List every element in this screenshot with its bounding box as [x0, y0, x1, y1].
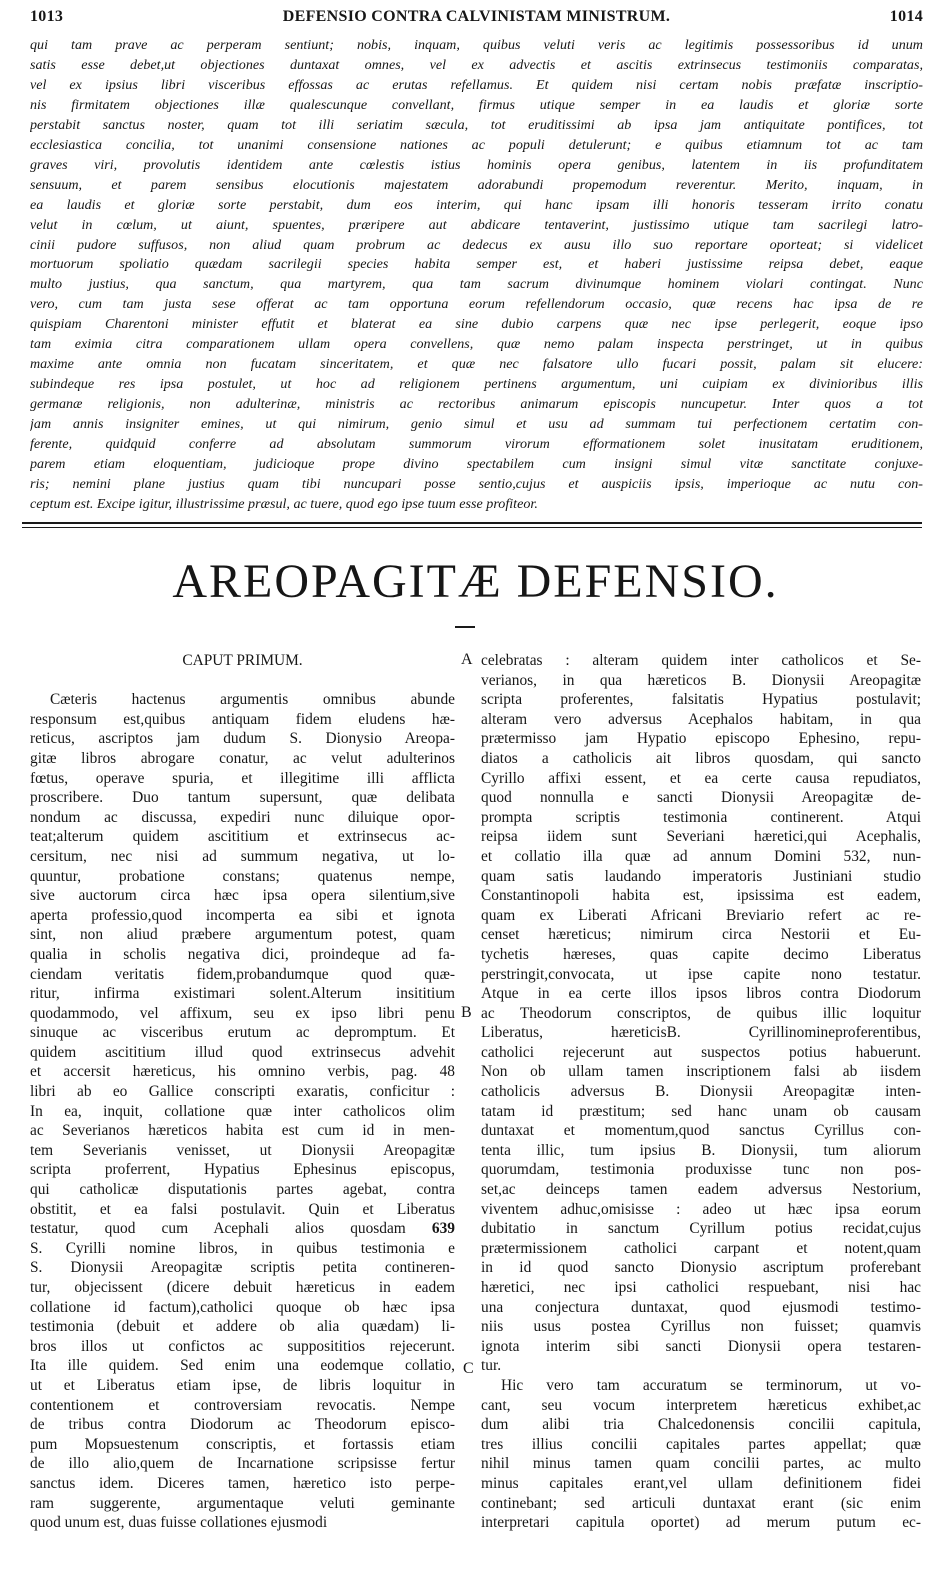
preface-line: maxime ante omnia non fucatam sinceritatem, et quæ nec falsatore ullo fucari possit, palam sit elucere: — [30, 356, 923, 373]
preface-line: cinii pudore suffusos, non aliud quam probrum ac dedecus ex ausu illo suo reportare oporteat; si videlicet — [30, 236, 923, 253]
right-column-line: et collatio illa quæ ad annum Domini 532, nun- — [481, 847, 921, 865]
left-column-line: teat;alterum quidem ascititium et extrinsecus ac- — [30, 828, 455, 846]
right-column-line: ignota interim sibi sancti Dionysii opera testaren- — [481, 1337, 921, 1355]
left-column-line: de illo alio,quem de Incarnatione scripsisse fertur — [30, 1455, 455, 1473]
left-column-line: obstitit, et ea falsi postulavit. Quin et Liberatus — [30, 1200, 455, 1218]
left-column-line: testatur, quod cum Acephali alios quosdam 639 — [30, 1220, 455, 1238]
page-number-right: 1014 — [889, 8, 923, 25]
left-column-line: ram suggerente, argumentaque veluti geminante — [30, 1494, 455, 1512]
right-column-line: viventem adhuc,omisisse : adeo ut hæc ipsa eorum — [481, 1200, 921, 1218]
left-column-line: sive auctorum circa hæc ipsa opera silentium,sive — [30, 887, 455, 905]
left-column-line: In ea, inquit, collatione quæ inter catholicos olim — [30, 1102, 455, 1120]
preface-line: perstabit sanctus noster, quam tot illi seriatim sæcula, tot eruditissimi ab ipsa jam antiquitate pontifices, tot — [30, 116, 923, 133]
right-column-line: tychetis hæreses, quas capite decimo Liberatus — [481, 945, 921, 963]
preface-line: jam annis insigniter emines, ut qui nimirum, genio simul et usu ad summam tui perfectionem certatim con- — [30, 416, 923, 433]
left-column-line: sanctus idem. Diceres tamen, hæretico isto perpe- — [30, 1474, 455, 1492]
right-column-line: quam satis laudando imperatoris Justiniani studio — [481, 867, 921, 885]
left-column-line: S. Cyrilli nomine libros, in quibus testimonia e — [30, 1239, 455, 1257]
left-column-line: nondum ac discussa, expediri nunc diluique opor- — [30, 808, 455, 826]
preface-line: subindeque res ipsa postulet, ut hoc ad religionem pertinens argumentum, uni cuipiam ex divinioribus illis — [30, 376, 923, 393]
left-column-line: collatione id factum),catholici quoque ob hæc ipsa — [30, 1298, 455, 1316]
left-column-line: gitæ libros abrogare conatur, ac velut adulterinos — [30, 749, 455, 767]
right-column-line: prompta scriptis testimonia continerent. Atqui — [481, 808, 921, 826]
left-column-line: bros illos ut confictos ac supposititios rejecerunt. — [30, 1337, 455, 1355]
right-column-line: Atque in ea certe illos ipsos libros contra Diodorum — [481, 985, 921, 1003]
right-column-line: quam ex Liberati Africani Breviario refert ac re- — [481, 906, 921, 924]
left-column-line: de tribus contra Diodorum ac Theodorum episco- — [30, 1416, 455, 1434]
right-column-line: niis usus postea Cyrillus non fuisset; quamvis — [481, 1318, 921, 1336]
preface-line: vel ex ipsius libri visceribus effossas ac erutas refellamus. Et quidem nisi certam nobis præfatæ inscriptio- — [30, 76, 923, 93]
preface-line: qui tam prave ac perperam sentiunt; nobis, inquam, quibus veluti veris ac legitimis possessoribus id unum — [30, 37, 923, 53]
right-column-line: set,ac deinceps tamen eadem adversus Nestorium, — [481, 1181, 921, 1199]
left-column-line: testimonia (debuit et addere ob alia quædam) li- — [30, 1318, 455, 1336]
right-column-line: scripta proferentes, falsitatis Hypatius postulavit; — [481, 691, 921, 709]
right-column-line: hæretici, nec ipsi catholici respuebant, nisi hac — [481, 1279, 921, 1296]
left-column-line: ac Severianos hæreticos habita est cum id in men- — [30, 1122, 455, 1140]
right-column-line: dum alibi tria Chalcedonensis concilii capitula, — [481, 1416, 921, 1434]
left-column-line: ut et Liberatus etiam ipse, de libris loquitur in — [30, 1376, 455, 1394]
left-column-line: ciendam veritatis fidem,probandumque quod quæ- — [30, 965, 455, 983]
preface-line: satis esse debet,ut objectiones duntaxat omnes, vel ex advectis et ascitis extrinsecus testimoniis comparatas, — [30, 56, 923, 73]
preface-text-block — [30, 36, 923, 515]
column-number: 639 — [431, 1220, 455, 1238]
right-column-line: ac Theodorum conscriptos, de quibus illic loquitur — [481, 1004, 921, 1022]
preface-line: vero, cum tam justa sese offerat ac tam opportuna eorum refellendorum occasio, quæ recens hac ipsa de re — [30, 296, 923, 313]
left-column-line: qualia in scholis negativa dici, proindeque ad fa- — [30, 945, 455, 963]
right-column-line: prætermisso jam Hypatio episcopo Ephesino, repu- — [481, 730, 921, 748]
left-column-line: Ita ille quidem. Sed enim una eodemque collatio, — [30, 1357, 455, 1375]
right-column-line: tur. — [481, 1357, 502, 1375]
right-column-line: dubitatio in sanctum Cyrillum potius recidat,cujus — [481, 1220, 921, 1238]
divider-rule-top — [22, 522, 922, 524]
right-column-line: Constantinopoli habita est, ipsissima est eadem, — [481, 887, 921, 905]
preface-line: nis firmitatem objectiones illæ qualescunque convellant, firmus utique semper in ea laudis et gloriæ sorte — [30, 96, 923, 113]
right-column-line: Non ob ullam tamen inscriptionem falsi ab iisdem — [481, 1063, 921, 1081]
left-column-line: libri ab eo Gallice conscripti exaratis, conficitur : — [30, 1083, 455, 1101]
right-column-line: diatos a catholicis ait libros quosdam, qui sancto — [481, 749, 921, 767]
main-title: AREOPAGITÆ DEFENSIO. — [172, 555, 779, 608]
right-column-line: interpretari capitula oportet) ad merum putum ec- — [481, 1514, 921, 1532]
preface-line: multo justius, qua sanctum, qua martyrem, qua tam sacrum divinumque hominem violari contingat. Nunc — [30, 276, 923, 293]
chapter-heading: CAPUT PRIMUM. — [182, 652, 303, 669]
right-column-line: tenta illic, tum ipsius B. Dionysii, tum aliorum — [481, 1141, 921, 1159]
left-column-line: qui catholicæ disputationis partes agebat, contra — [30, 1181, 455, 1199]
divider-rule-bottom — [22, 527, 922, 528]
left-column-line: ritur, infirma existimari solent.Alterum insititium — [30, 985, 455, 1003]
right-column — [481, 651, 921, 1533]
margin-marker-b: B — [461, 1004, 472, 1021]
right-column-line: cant, seu vocum interpretem hæreticus exhibet,ac — [481, 1396, 921, 1414]
right-column-line: prætermissionem catholici carpant et notent,quam — [481, 1239, 921, 1257]
left-column-line: aperta professio,quod incomperta ea sibi et ignota — [30, 906, 455, 924]
right-column-line: una conjectura duntaxat, quod ejusmodi testimo- — [481, 1298, 921, 1316]
left-column-line: pum Mopsuestenum conscriptis, et fortassis etiam — [30, 1435, 455, 1453]
left-column — [30, 651, 455, 1533]
page-number-left: 1013 — [30, 8, 64, 25]
preface-line: velut in cœlum, ut aiunt, spuentes, præripere aut abdicare tentaverint, justissimo utique tam sacrilegi latro- — [30, 216, 923, 233]
preface-line: sensuum, et parem sensibus elocutionis majestatem adorabundi propemodum reverentur. Merito, inquam, in — [30, 176, 923, 193]
right-column-line: catholicis adversus B. Dionysii Areopagitæ inten- — [481, 1083, 921, 1101]
right-column-line: Cyrillo affixi essent, et ea certe causa repudiatos, — [481, 769, 921, 787]
right-column-line: nihil minus tamen quam concilii partes, ac multo — [481, 1455, 921, 1473]
left-column-line: quidem ascititium illud quod extrinsecus advehit — [30, 1043, 455, 1061]
preface-line: ris; nemini plane justius quam tibi nuncupari posse sentio,cujus et auspiciis ipsis, imperioque ac nutu con- — [30, 475, 923, 492]
running-header — [30, 8, 923, 32]
right-column-line: catholici rejecerunt aut suspectos potius habuerunt. — [481, 1043, 921, 1061]
left-column-line: tem Severianis venisset, ut Dionysii Areopagitæ — [30, 1141, 455, 1159]
preface-line: ferente, quidquid conferre ad absolutam summorum virorum efformationem solet inusitatam eruditionem, — [30, 436, 923, 453]
right-column-line: continebant; sed articuli duntaxat erant (sic enim — [481, 1494, 921, 1512]
right-column-line: reipsa iidem sunt Severiani hæretici,qui Acephalis, — [481, 828, 921, 846]
right-column-line: tres illius concilii capitales partes appellat; quæ — [481, 1435, 921, 1453]
right-column-line: celebratas : alteram quidem inter catholicos et Se- — [481, 652, 921, 669]
right-column-line: Liberatus, hæreticisB. Cyrillinomineproferentibus, — [481, 1024, 921, 1042]
left-column-line: reticus, ascriptos jam dudum S. Dionysio Areopa- — [30, 730, 455, 748]
right-column-line: verianos, in qua hæreticos B. Dionysii Areopagitæ — [481, 671, 921, 689]
right-column-line: quorumdam, testimonia produxisse tunc non pos- — [481, 1161, 921, 1179]
right-column-line: Hic vero tam accuratum se terminorum, ut vo- — [501, 1376, 921, 1394]
preface-line: quispiam Charentoni minister effutit et blaterat ea sine dubio carpens quæ nec ipse perlegerit, eoque ipso — [30, 316, 923, 333]
left-column-line: quodammodo, vel affixum, seu ex ipso libri penu — [30, 1004, 455, 1022]
left-column-line: sinuque ac visceribus erutum ac depromptum. Et — [30, 1024, 455, 1042]
margin-marker-c: C — [463, 1360, 474, 1377]
preface-line: parem etiam eloquentiam, judicioque prope divino spectabilem cum insigni simul vitæ sanctitate conjuxe- — [30, 456, 923, 473]
running-title: DEFENSIO CONTRA CALVINISTAM MINISTRUM. — [282, 8, 671, 25]
left-column-line: proscribere. Duo tantum supersunt, quæ delibata — [30, 789, 455, 807]
spacer — [30, 671, 455, 691]
left-column-line: tur, objecissent (dicere debuit hæreticus in eadem — [30, 1279, 455, 1296]
margin-marker-a: A — [461, 651, 473, 668]
right-column-line: quod nonnulla e sancti Dionysii Areopagitæ de- — [481, 789, 921, 807]
preface-line: tam eximia citra comparationem ullam opera convellens, quæ nemo palam inspecta perstringet, ut in quibus — [30, 336, 923, 353]
title-dash — [455, 626, 475, 628]
preface-line: ecclesiastica concilia, tot unanimi consensione nationes ac populi detulerunt; e quibus etiamnum tot ac tam — [30, 136, 923, 153]
right-column-line: in id quod sancto Dionysio ascriptum proferebant — [481, 1259, 921, 1277]
preface-line: graves viri, provolutis identidem ante cœlestis istius hominis opera genibus, latentem in iis profunditatem — [30, 156, 923, 173]
preface-line: ceptum est. Excipe igitur, illustrissime præsul, ac tuere, quod ego ipse tuum esse profiteor. — [30, 495, 538, 512]
right-column-line: censet hæreticus; nimirum circa Nestorii et Eu- — [481, 926, 921, 944]
left-column-line: et accersit hæreticus, his omnino verbis, pag. 48 — [30, 1063, 455, 1081]
left-column-line: cersitum, nec nisi ad summum negativa, ut lo- — [30, 847, 455, 865]
right-column-line: perstringit,convocata, ut ipse capite nono testatur. — [481, 965, 921, 983]
right-column-line: duntaxat et momentum,quod sanctus Cyrillus con- — [481, 1122, 921, 1140]
left-column-line: S. Dionysii Areopagitæ scriptis petita contineren- — [30, 1259, 455, 1277]
left-column-line: responsum est,quibus antiquam fidem eludens hæ- — [30, 710, 455, 728]
right-column-line: alteram vero adversus Acephalos habitam, in qua — [481, 710, 921, 728]
preface-line: mortuorum spoliatio quædam sacrilegii species habita semper est, et haberi justissime reipsa debet, eaque — [30, 256, 923, 273]
left-column-line: quod unum est, duas fuisse collationes ejusmodi — [30, 1514, 328, 1532]
preface-line: ea laudis et gloriæ sorte perstabit, dum eos interim, qui hanc ipsam illi honoris tesseram irrito conatu — [30, 196, 923, 213]
left-column-line: contentionem et controversiam revocatis. Nempe — [30, 1396, 455, 1414]
left-column-line: scripta proferrent, Hypatius Ephesinus episcopus, — [30, 1161, 455, 1179]
right-column-line: minus capitales erant,vel ullam definitionem fidei — [481, 1474, 921, 1492]
right-column-line: tatam id præstitum; sed hanc unam ob causam — [481, 1102, 921, 1120]
left-column-line: quuntur, probatione constans; quatenus nempe, — [30, 867, 455, 885]
left-column-line: sint, non aliud præbere argumentum potest, quam — [30, 926, 455, 944]
left-column-line: fœtus, operave spuria, et illegitime illi afflicta — [30, 769, 455, 787]
preface-line: germanæ religionis, non adulterinæ, ministris ac rectoribus animarum episcopis nuncupetur. Inter quos a tot — [30, 396, 923, 413]
left-column-line: Cæteris hactenus argumentis omnibus abunde — [50, 691, 455, 709]
